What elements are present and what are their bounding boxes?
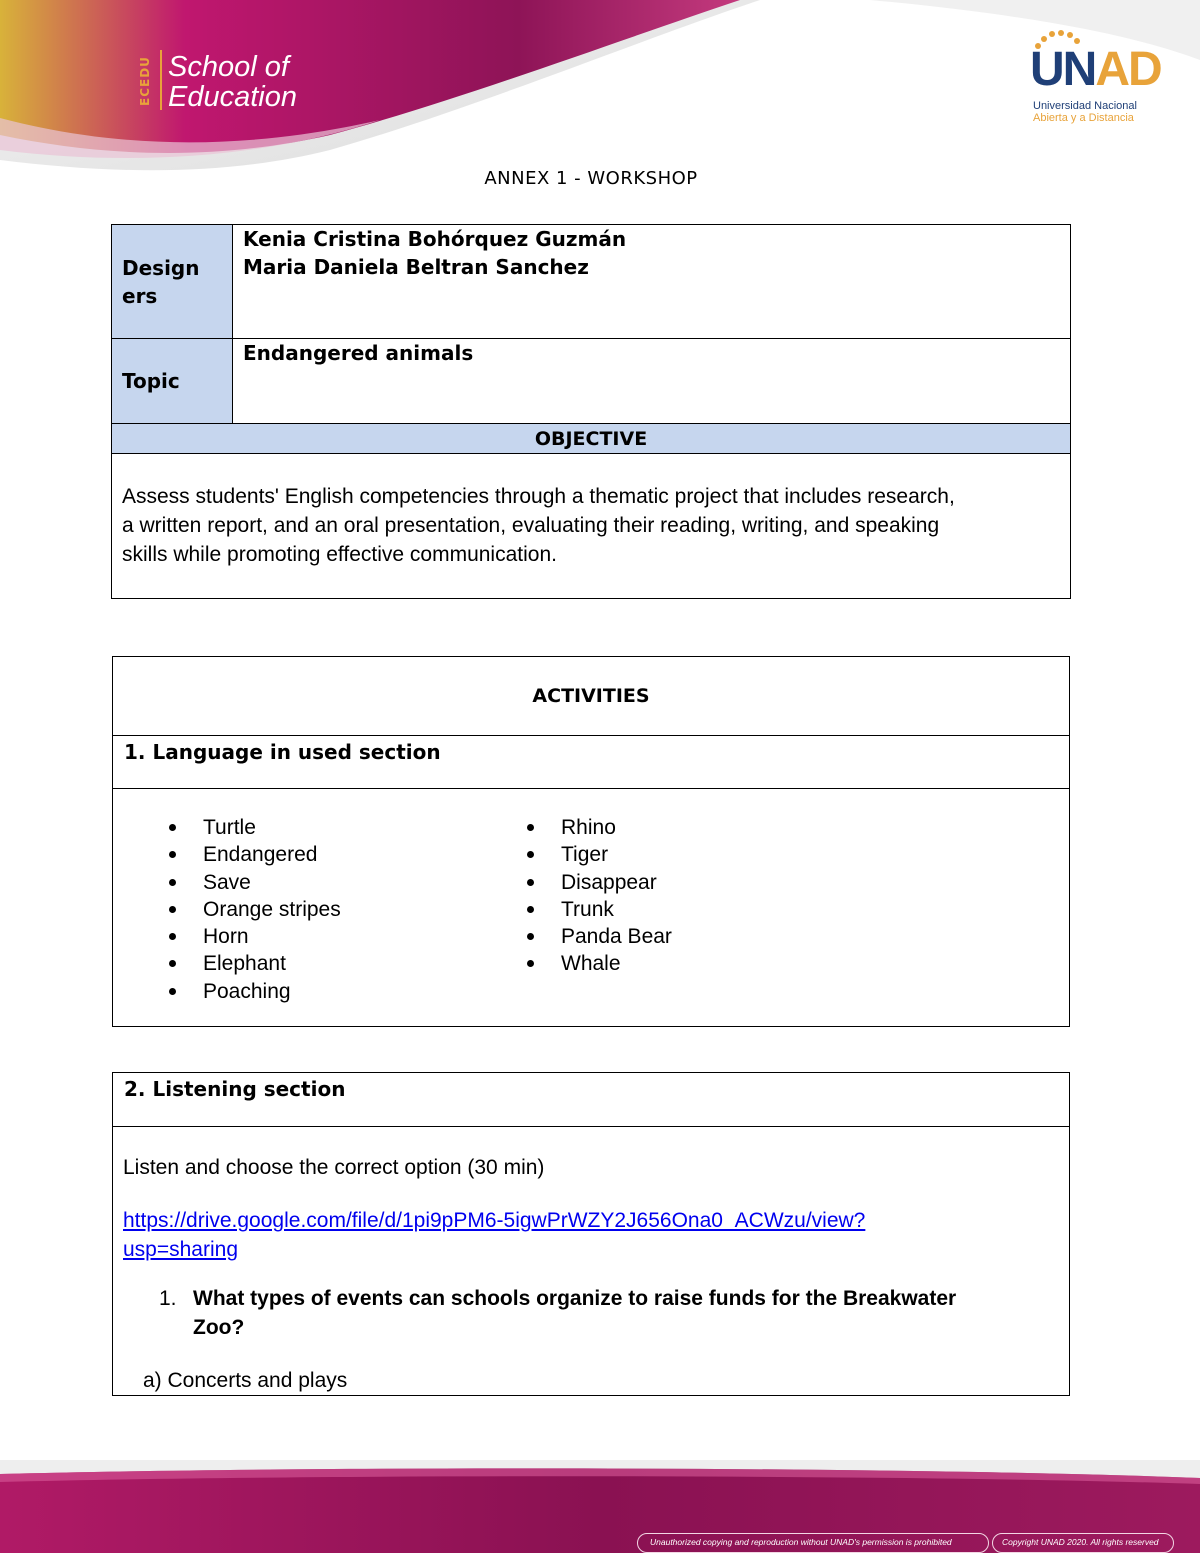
designers-cell [233,225,1071,339]
topic-label: Topic [122,369,180,393]
document-title: ANNEX 1 - WORKSHOP [484,168,698,189]
listening-section-title-cell [113,1073,1070,1127]
listening-instruction: Listen and choose the correct option (30 min) [123,1156,545,1179]
school-brand-line1: School of [168,51,289,83]
audio-link-line1[interactable]: https://drive.google.com/file/d/1pi9pPM6-5igwPrWZY2J656Ona0_ACWzu/view? [123,1209,866,1232]
objective-line: skills while promoting effective communication. [122,543,557,566]
question-line: Zoo? [193,1316,245,1339]
listening-content-cell [113,1127,1070,1396]
footer-copyright: Copyright UNAD 2020. All rights reserved [1002,1537,1159,1547]
list-item: Endangered [169,841,341,868]
designers-label-1: Design [122,255,200,280]
designers-label-2: ers [122,283,158,308]
vocabulary-list-left [169,814,341,1005]
objective-text-cell [112,454,1071,599]
listening-section-title: 2. Listening section [124,1077,346,1101]
listening-table [112,1072,1070,1396]
list-item: Rhino [527,814,672,841]
language-section-title-cell [113,736,1070,789]
objective-header-cell [112,424,1071,454]
question-number: 1. [159,1287,177,1310]
unad-logo-subtitle-1: Universidad Nacional [1033,100,1137,112]
list-item: Tiger [527,841,672,868]
designer-name: Kenia Cristina Bohórquez Guzmán [243,227,627,251]
footer-notice: Unauthorized copying and reproduction without UNAD's permission is prohibited [650,1537,952,1547]
ecedu-label: ECEDU [138,56,152,106]
list-item: Trunk [527,896,672,923]
objective-label: OBJECTIVE [534,427,648,450]
audio-link-line2[interactable]: usp=sharing [123,1238,238,1261]
topic-label-cell [112,339,233,424]
topic-value: Endangered animals [243,341,474,365]
objective-line: Assess students' English competencies through a thematic project that includes research, [122,485,955,508]
activities-header: ACTIVITIES [532,685,650,707]
designers-label-cell [112,225,233,339]
list-item: Save [169,869,341,896]
list-item: Disappear [527,869,672,896]
school-brand-line2: Education [168,81,297,113]
question-line: What types of events can schools organize to raise funds for the Breakwater [193,1287,957,1310]
list-item: Poaching [169,978,341,1005]
logo-letters-ad: AD [1095,43,1161,96]
list-item: Orange stripes [169,896,341,923]
audio-link[interactable] [123,1206,865,1264]
logo-letter-u: U [1030,43,1063,96]
list-item: Panda Bear [527,923,672,950]
brand-divider [160,50,162,110]
activities-header-cell [113,657,1070,736]
list-item: Elephant [169,950,341,977]
designer-name: Maria Daniela Beltran Sanchez [243,255,589,279]
list-item: Whale [527,950,672,977]
unad-logo-subtitle-2: Abierta y a Distancia [1033,112,1134,124]
info-table [111,224,1071,599]
topic-cell [233,339,1071,424]
question-text [193,1284,956,1342]
list-item: Turtle [169,814,341,841]
answer-option-a: a) Concerts and plays [143,1369,348,1392]
language-section-title: 1. Language in used section [124,740,441,764]
vocabulary-list-right [527,814,672,978]
list-item: Horn [169,923,341,950]
unad-logo [1030,44,1161,96]
logo-letter-n: N [1062,43,1096,96]
objective-line: a written report, and an oral presentation, evaluating their reading, writing, and speaking [122,514,940,537]
